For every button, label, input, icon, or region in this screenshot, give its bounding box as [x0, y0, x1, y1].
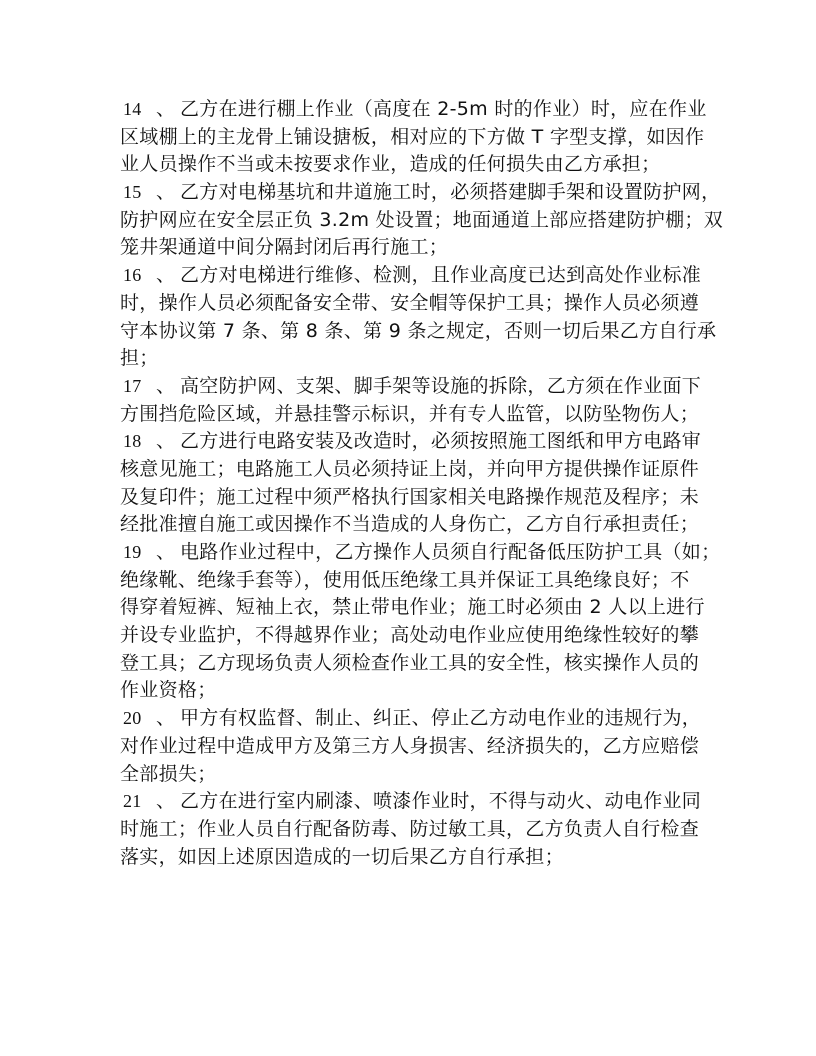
clause-first-line: [120, 705, 710, 733]
clause-line: 及复印件；施工过程中须严格执行国家相关电路操作规范及程序；未: [120, 485, 700, 508]
clause-text: 乙方进行电路安装及改造时，必须按照施工图纸和甲方电路审: [180, 430, 702, 453]
clause-number: 19: [123, 542, 142, 562]
clause-first-line: [120, 788, 710, 816]
clause-separator: 、: [156, 264, 176, 287]
clause-line: 全部损失；: [120, 762, 217, 785]
clause-separator: 、: [156, 541, 176, 563]
clause-separator: 、: [156, 707, 176, 730]
clause-first-line: [120, 96, 710, 124]
clause-line: 对作业过程中造成甲方及第三方人身损害、经济损失的，乙方应赔偿: [120, 734, 700, 757]
clause-number: 16: [123, 265, 142, 286]
clause-text: 乙方在进行棚上作业（高度在 2-5m 时的作业）时，应在作业: [180, 98, 707, 120]
clause-line: 区域棚上的主龙骨上铺设搪板，相对应的下方做 T 字型支撑，如因作: [120, 125, 705, 148]
clause-number: 17: [123, 375, 142, 396]
clause-line: 守本协议第 7 条、第 8 条、第 9 条之规定，否则一切后果乙方自行承: [120, 319, 717, 342]
clause-line: 担；: [120, 347, 159, 370]
clause-line: 登工具；乙方现场负责人须检查作业工具的安全性，核实操作人员的: [120, 651, 700, 674]
clause-line: 绝缘靴、绝缘手套等），使用低压绝缘工具并保证工具绝缘良好；不: [120, 568, 690, 591]
clause-line: 业人员操作不当或未按要求作业，造成的任何损失由乙方承担；: [120, 153, 661, 176]
clause-line: 落实，如因上述原因造成的一切后果乙方自行承担；: [120, 845, 564, 868]
clause-line: 作业资格；: [120, 679, 217, 702]
clause-line: 时施工；作业人员自行配备防毒、防过敏工具，乙方负责人自行检查: [120, 817, 700, 840]
clause-number: 21: [123, 791, 142, 812]
clause-number: 14: [123, 99, 142, 119]
clause-separator: 、: [156, 181, 176, 204]
document-body: [120, 96, 724, 871]
clause-first-line: [120, 428, 710, 456]
clause-number: 20: [123, 708, 142, 729]
clause-separator: 、: [156, 430, 176, 453]
clause-line: 防护网应在安全层正负 3.2m 处设置；地面通道上部应搭建防护棚；双: [120, 208, 724, 231]
clause-first-line: [120, 539, 721, 567]
clause-text: 乙方对电梯进行维修、检测，且作业高度已达到高处作业标准: [180, 264, 702, 287]
clause-text: 高空防护网、支架、脚手架等设施的拆除，乙方须在作业面下: [180, 374, 702, 397]
clause-text: 甲方有权监督、制止、纠正、停止乙方动电作业的违规行为，: [180, 707, 702, 730]
clause-line: 经批准擅自施工或因操作不当造成的人身伤亡，乙方自行承担责任；: [120, 513, 700, 536]
clause-separator: 、: [156, 98, 176, 120]
clause-separator: 、: [156, 374, 176, 397]
clause-text: 电路作业过程中，乙方操作人员须自行配备低压防护工具（如；: [180, 541, 721, 563]
clause-text: 乙方对电梯基坑和井道施工时，必须搭建脚手架和设置防护网，: [180, 181, 721, 204]
clause-line: 时，操作人员必须配备安全带、安全帽等保护工具；操作人员必须遵: [120, 291, 700, 314]
clause-line: 方围挡危险区域，并悬挂警示标识，并有专人监管，以防坠物伤人；: [120, 402, 700, 425]
clause-line: 核意见施工；电路施工人员必须持证上岗，并向甲方提供操作证原件: [120, 457, 700, 480]
clause-first-line: [120, 262, 710, 290]
clause-first-line: [120, 179, 721, 207]
clause-line: 并设专业监护，不得越界作业；高处动电作业应使用绝缘性较好的攀: [120, 624, 700, 647]
clause-separator: 、: [156, 790, 176, 813]
clause-number: 18: [123, 431, 142, 452]
clause-line: 笼井架通道中间分隔封闭后再行施工；: [120, 236, 449, 259]
clause-first-line: [120, 373, 710, 401]
clause-line: 得穿着短裤、短袖上衣，禁止带电作业；施工时必须由 2 人以上进行: [120, 596, 705, 619]
clause-number: 15: [123, 182, 142, 203]
clause-text: 乙方在进行室内刷漆、喷漆作业时，不得与动火、动电作业同: [180, 790, 702, 813]
